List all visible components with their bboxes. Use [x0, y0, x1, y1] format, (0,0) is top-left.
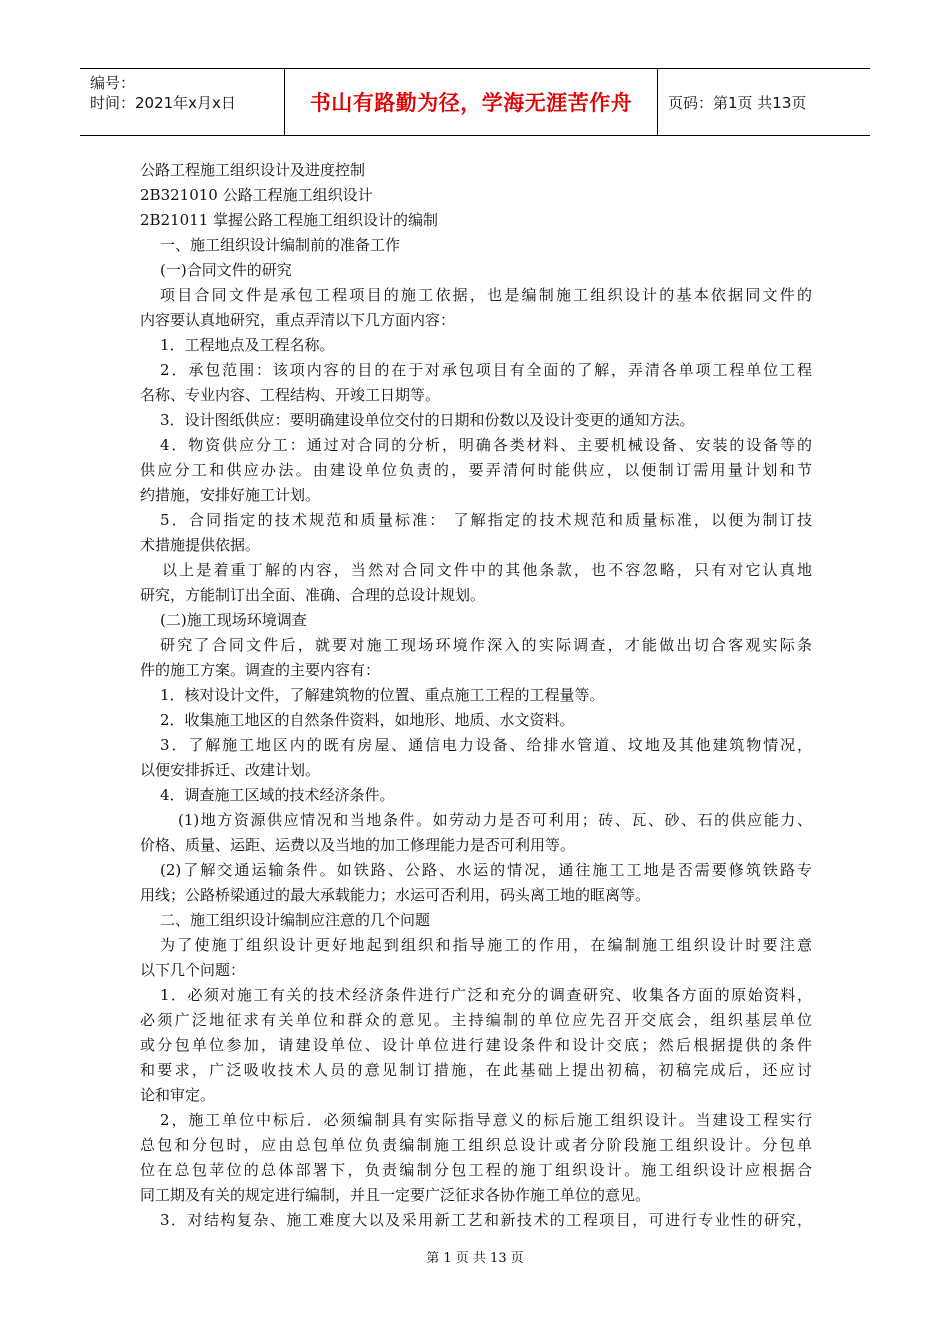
body-text-line: 总包和分包时，应由总包单位负责编制施工组织总设计或者分阶段施工组织设计。分包单 — [140, 1136, 812, 1154]
page-footer: 第 1 页 共 13 页 — [426, 1251, 524, 1266]
body-text-line: (二)施工现场环境调查 — [160, 611, 307, 629]
body-text-line: 项目合同文件是承包工程项目的施工依据，也是编制施工组织设计的基本依据同文件的 — [160, 286, 812, 304]
header-page-info: 页码：第1页 共13页 — [668, 93, 807, 112]
body-text-line: 名称、专业内容、工程结构、开竣工日期等。 — [140, 386, 441, 404]
body-text-line: (2)了解交通运输条件。如铁路、公路、水运的情况，通往施工工地是否需要修筑铁路专 — [160, 861, 812, 879]
body-text-line: 必须广泛地征求有关单位和群众的意见。主持编制的单位应先召开交底会，组织基层单位 — [140, 1011, 812, 1029]
body-text-line: 2B321010 公路工程施工组织设计 — [140, 186, 373, 204]
body-text-line: 1．必须对施工有关的技术经济条件进行广泛和充分的调查研究、收集各方面的原始资料， — [160, 986, 812, 1004]
body-text-line: 以下几个问题： — [140, 961, 246, 979]
body-text-line: 同工期及有关的规定进行编制，并且一定要广泛征求各协作施工单位的意见。 — [140, 1186, 651, 1204]
body-text-line: 或分包单位参加，请建设单位、设计单位进行建设条件和设计交底；然后根据提供的条件 — [140, 1036, 812, 1054]
body-text-line: 3．了解施工地区内的既有房屋、通信电力设备、给排水管道、坟地及其他建筑物情况， — [160, 736, 812, 754]
body-text-line: 位在总包苹位的总体部署下，负责编制分包工程的施丁组织设计。施工组织设计应根据合 — [140, 1161, 812, 1179]
document-header — [80, 68, 870, 136]
body-text-line: 以便安排拆迁、改建计划。 — [140, 761, 321, 779]
body-text-line: 用线；公路桥梁通过的最大承载能力；水运可否利用，码头离工地的眶离等。 — [140, 886, 651, 904]
body-text-line: 术措施提供依据。 — [140, 536, 261, 554]
body-text-line: 1．核对设计文件，了解建筑物的位置、重点施工工程的工程量等。 — [160, 686, 605, 704]
body-text-line: 3．对结构复杂、施工难度大以及采用新工艺和新技术的工程项目，可进行专业性的研究， — [160, 1211, 812, 1229]
body-text-line: 和要求，广泛吸收技术人员的意见制订措施，在此基础上提出初稿，初稿完成后，还应讨 — [140, 1061, 812, 1079]
header-meta — [80, 69, 284, 135]
body-text-line: (一)合同文件的研究 — [160, 261, 292, 279]
document-number-label: 编号： — [90, 74, 136, 92]
document-body — [140, 158, 812, 1233]
body-text-line: 约措施，安排好施工计划。 — [140, 486, 321, 504]
body-text-line: 4．物资供应分工：通过对合同的分析，明确各类材料、主要机械设备、安装的设备等的 — [160, 436, 812, 454]
body-text-line: 5．合同指定的技术规范和质量标准： 了解指定的技术规范和质量标准，以便为制订技 — [160, 511, 812, 529]
body-text-line: 2，施工单位中标后．必须编制具有实际指导意义的标后施工组织设计。当建设工程实行 — [160, 1111, 812, 1129]
body-text-line: 2．承包范围：该项内容的目的在于对承包项目有全面的了解，弄清各单项工程单位工程 — [160, 361, 812, 379]
document-time-label: 时间：2021年x月x日 — [90, 94, 236, 112]
body-text-line: 论和审定。 — [140, 1086, 216, 1104]
body-text-line: 2．收集施工地区的自然条件资料，如地形、地质、水文资料。 — [160, 711, 575, 729]
body-text-line: 以上是着重丁解的内容，当然对合同文件中的其他条款，也不容忽略，只有对它认真地 — [162, 561, 812, 579]
body-text-line: 二、施工组织设计编制应注意的几个问题 — [160, 911, 431, 929]
body-text-line: 3．设计图纸供应：要明确建设单位交付的日期和份数以及设计变更的通知方法。 — [160, 411, 695, 429]
body-text-line: 公路工程施工组织设计及进度控制 — [140, 161, 366, 179]
body-text-line: 4．调查施工区域的技术经济条件。 — [160, 786, 395, 804]
header-page-info-cell — [658, 69, 870, 135]
body-text-line: 内容要认真地研究，重点弄清以下几方面内容： — [140, 311, 456, 329]
header-motto-cell — [284, 69, 658, 135]
body-text-line: 一、施工组织设计编制前的准备工作 — [160, 236, 401, 254]
body-text-line: 1．工程地点及工程名称。 — [160, 336, 335, 354]
body-text-line: 研究了合同文件后，就要对施工现场环境作深入的实际调查，才能做出切合客观实际条 — [160, 636, 812, 654]
body-text-line: (1)地方资源供应情况和当地条件。如劳动力是否可利用；砖、瓦、砂、石的供应能力、 — [178, 811, 812, 829]
body-text-line: 2B21011 掌握公路工程施工组织设计的编制 — [140, 211, 439, 229]
body-text-line: 价格、质量、运距、运费以及当地的加工修理能力是否可利用等。 — [140, 836, 576, 854]
body-text-line: 供应分工和供应办法。由建设单位负责的，要弄清何时能供应，以便制订需用量计划和节 — [140, 461, 812, 479]
body-text-line: 为了使施丁组织设计更好地起到组织和指导施工的作用，在编制施工组织设计时要注意 — [160, 936, 812, 954]
header-motto: 书山有路勤为径，学海无涯苦作舟 — [309, 91, 633, 115]
body-text-line: 研究，方能制订出全面、准确、合理的总设计规划。 — [140, 586, 486, 604]
body-text-line: 件的施工方案。调查的主要内容有： — [140, 661, 381, 679]
